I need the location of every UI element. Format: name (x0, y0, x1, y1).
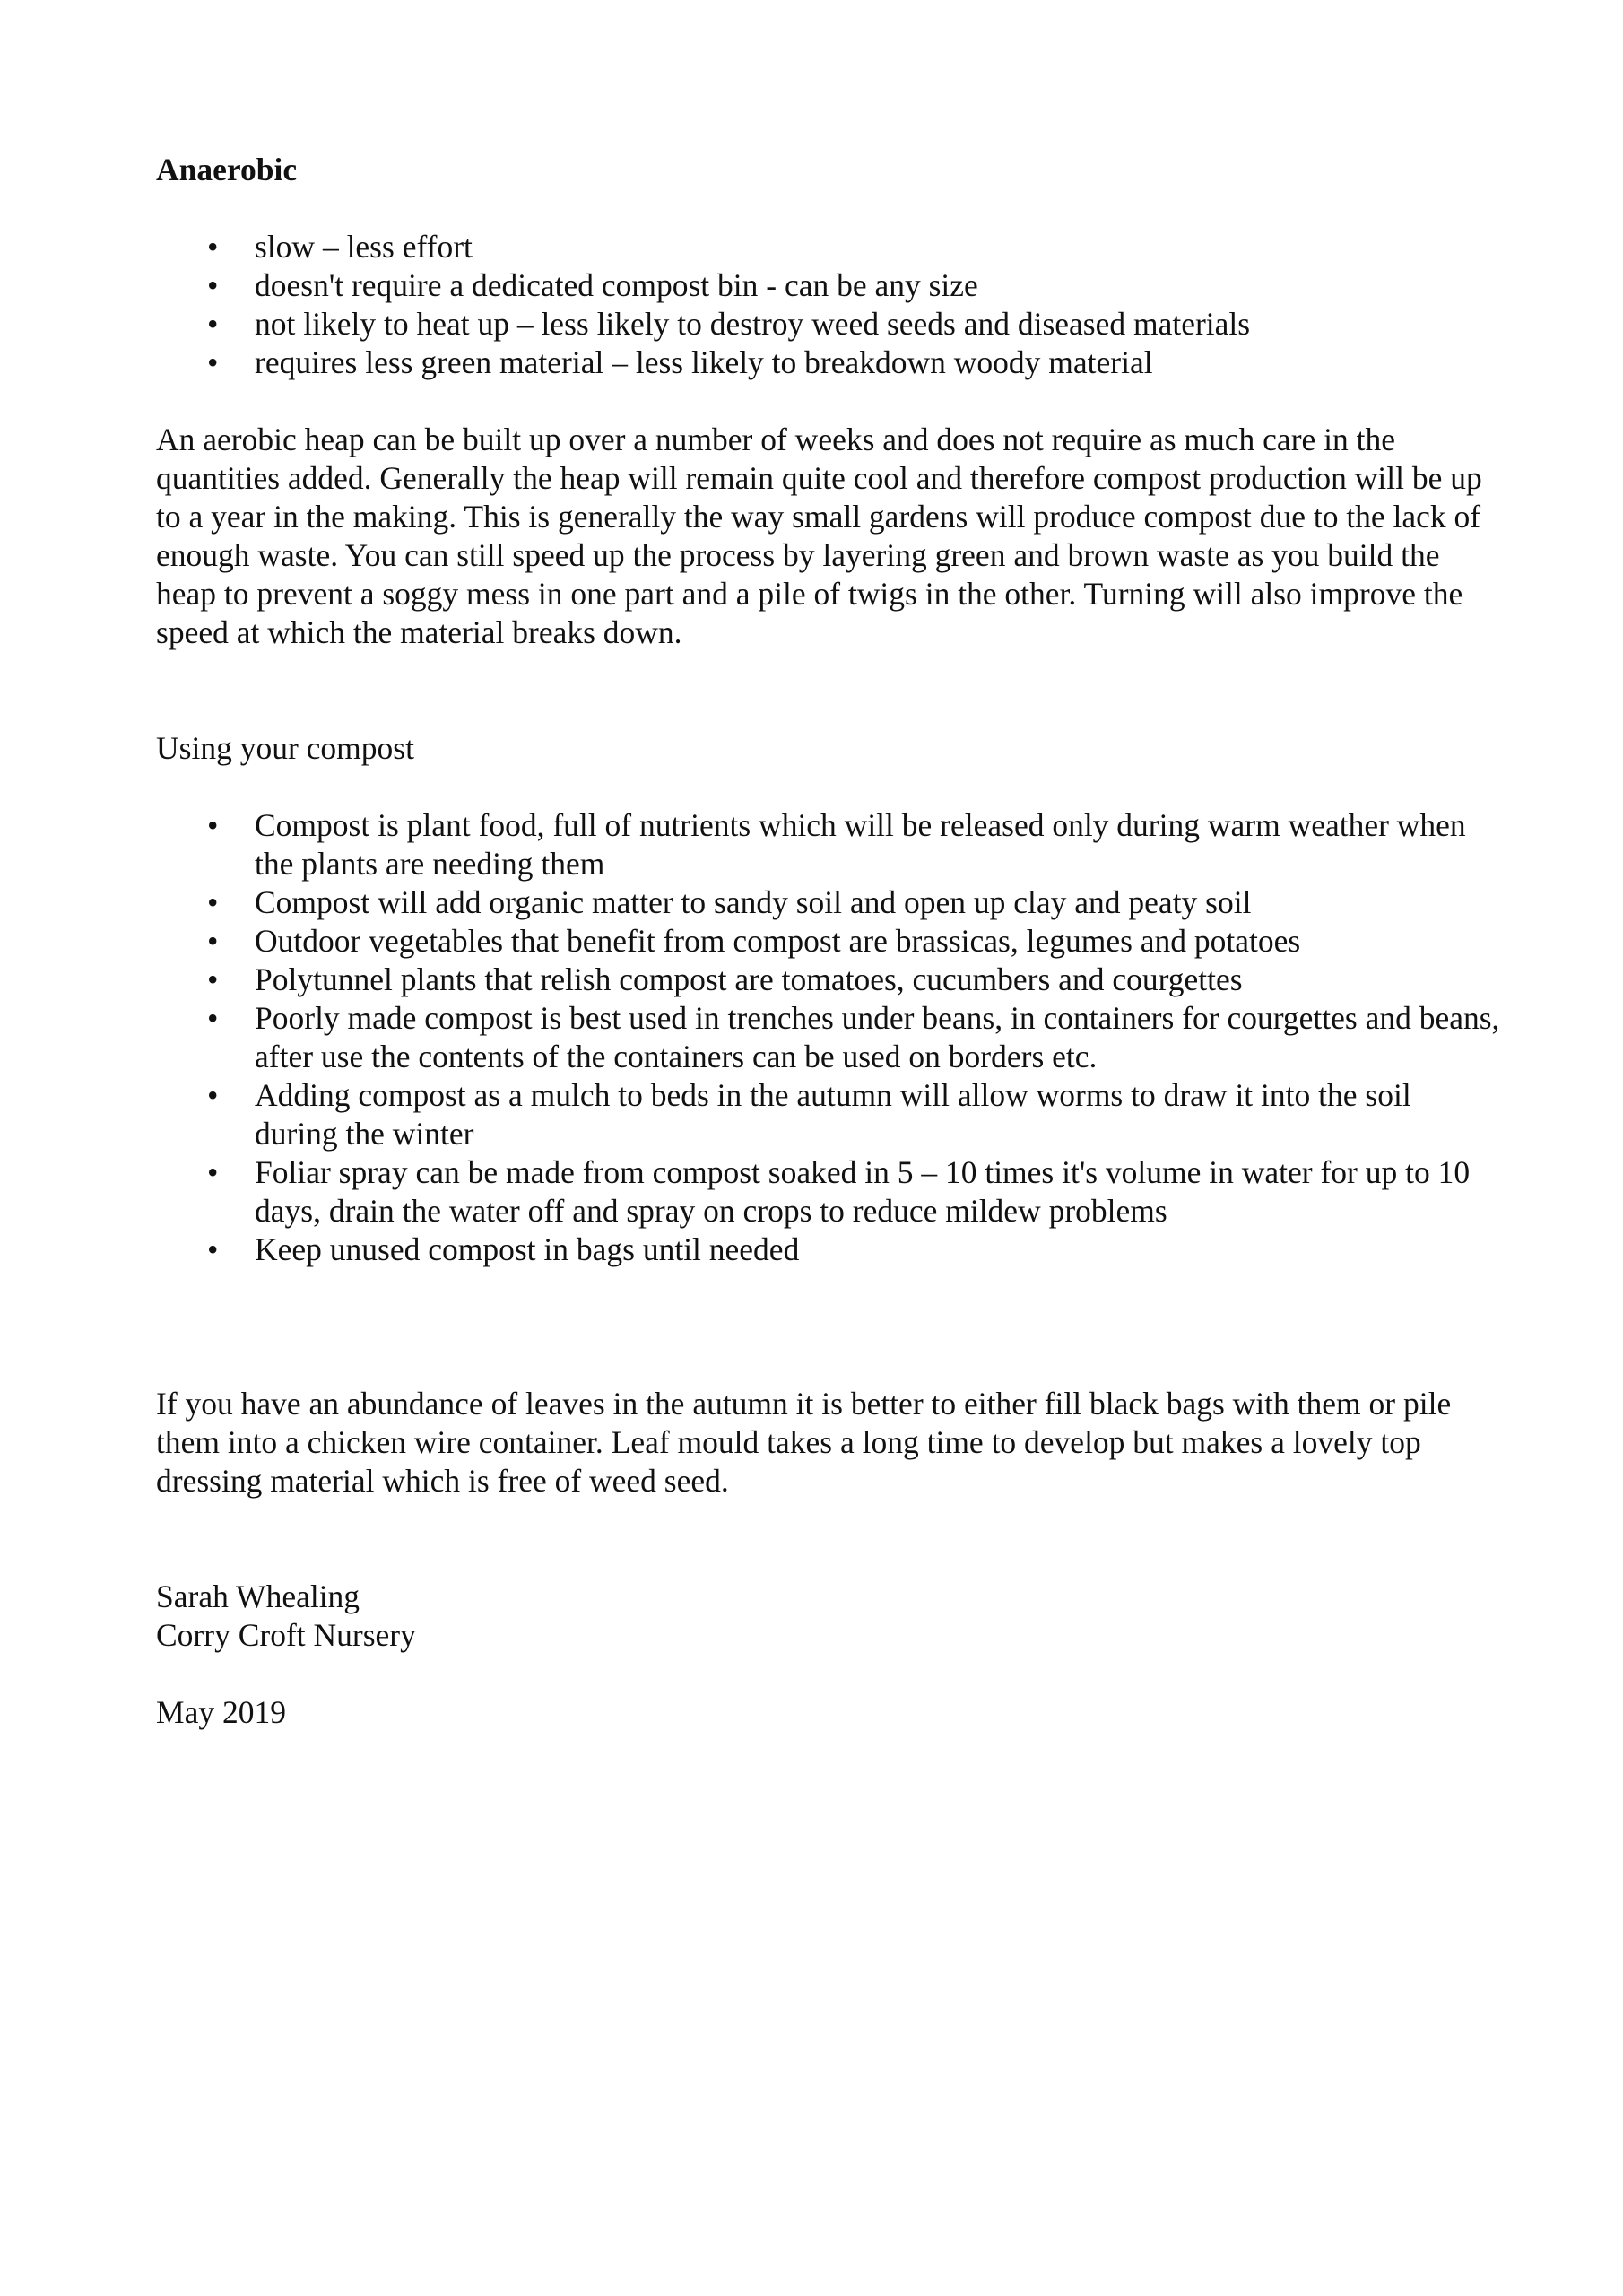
spacer (156, 652, 1501, 729)
list-item-text: Polytunnel plants that relish compost are tomatoes, cucumbers and courgettes (255, 961, 1243, 997)
anaerobic-heading: Anaerobic (156, 152, 298, 187)
spacer (156, 1500, 1501, 1578)
list-item (156, 266, 1501, 305)
anaerobic-bullet-list (156, 228, 1501, 382)
list-item-text: Compost will add organic matter to sandy soil and open up clay and peaty soil (255, 884, 1252, 920)
spacer (156, 1346, 1501, 1385)
bullet-icon: • (207, 923, 219, 959)
bullet-icon: • (207, 1000, 219, 1036)
bullet-icon: • (207, 961, 219, 997)
bullet-icon: • (207, 306, 219, 342)
list-item (156, 922, 1501, 961)
list-item (156, 999, 1501, 1076)
list-item (156, 344, 1501, 382)
bullet-icon: • (207, 884, 219, 920)
bullet-icon: • (207, 1154, 219, 1190)
list-item (156, 1076, 1501, 1153)
anaerobic-paragraph: An aerobic heap can be built up over a number of weeks and does not require as much care in the quantities added. Generally the heap will remain quite cool and therefore compost production will be up to a year in the making. This is generally the way small gardens will produce compost due to the lack of enough waste. You can still speed up the process by layering green and brown waste as you build the heap to prevent a soggy mess in one part and a pile of twigs in the other. Turning will also improve the speed at which the material breaks down. (156, 422, 1482, 650)
leaves-paragraph: If you have an abundance of leaves in the autumn it is better to either fill black bags with them or pile them into a chicken wire container. Leaf mould takes a long time to develop but makes a lovely top dressing material which is free of weed seed. (156, 1386, 1452, 1499)
spacer (156, 382, 1501, 421)
document-content (156, 151, 1501, 1732)
list-item (156, 305, 1501, 344)
list-item-text: requires less green material – less likely to breakdown woody material (255, 344, 1153, 380)
bullet-icon: • (207, 267, 219, 303)
list-item-text: slow – less effort (255, 229, 473, 265)
spacer (156, 189, 1501, 228)
list-item-text: Compost is plant food, full of nutrients which will be released only during warm weather when the plants are needing them (255, 807, 1466, 882)
spacer (156, 768, 1501, 806)
list-item (156, 961, 1501, 999)
document-date: May 2019 (156, 1694, 286, 1730)
bullet-icon: • (207, 807, 219, 843)
list-item-text: Adding compost as a mulch to beds in the autumn will allow worms to draw it into the soil during the winter (255, 1077, 1411, 1152)
using-compost-heading: Using your compost (156, 730, 414, 766)
list-item-text: not likely to heat up – less likely to destroy weed seeds and diseased materials (255, 306, 1251, 342)
list-item (156, 228, 1501, 266)
list-item (156, 883, 1501, 922)
bullet-icon: • (207, 344, 219, 380)
spacer (156, 1655, 1501, 1693)
bullet-icon: • (207, 1077, 219, 1113)
list-item (156, 806, 1501, 883)
list-item (156, 1153, 1501, 1231)
list-item-text: Poorly made compost is best used in trenches under beans, in containers for courgettes and beans, after use the contents of the containers can be used on borders etc. (255, 1000, 1500, 1074)
signature-organisation: Corry Croft Nursery (156, 1617, 416, 1653)
list-item-text: Foliar spray can be made from compost soaked in 5 – 10 times it's volume in water for up to 10 days, drain the water off and spray on crops to reduce mildew problems (255, 1154, 1471, 1229)
list-item-text: Keep unused compost in bags until needed (255, 1231, 800, 1267)
signature-name: Sarah Whealing (156, 1578, 360, 1614)
bullet-icon: • (207, 1231, 219, 1267)
bullet-icon: • (207, 229, 219, 265)
spacer (156, 1269, 1501, 1346)
list-item (156, 1231, 1501, 1269)
list-item-text: Outdoor vegetables that benefit from compost are brassicas, legumes and potatoes (255, 923, 1301, 959)
list-item-text: doesn't require a dedicated compost bin - can be any size (255, 267, 978, 303)
using-compost-bullet-list (156, 806, 1501, 1269)
